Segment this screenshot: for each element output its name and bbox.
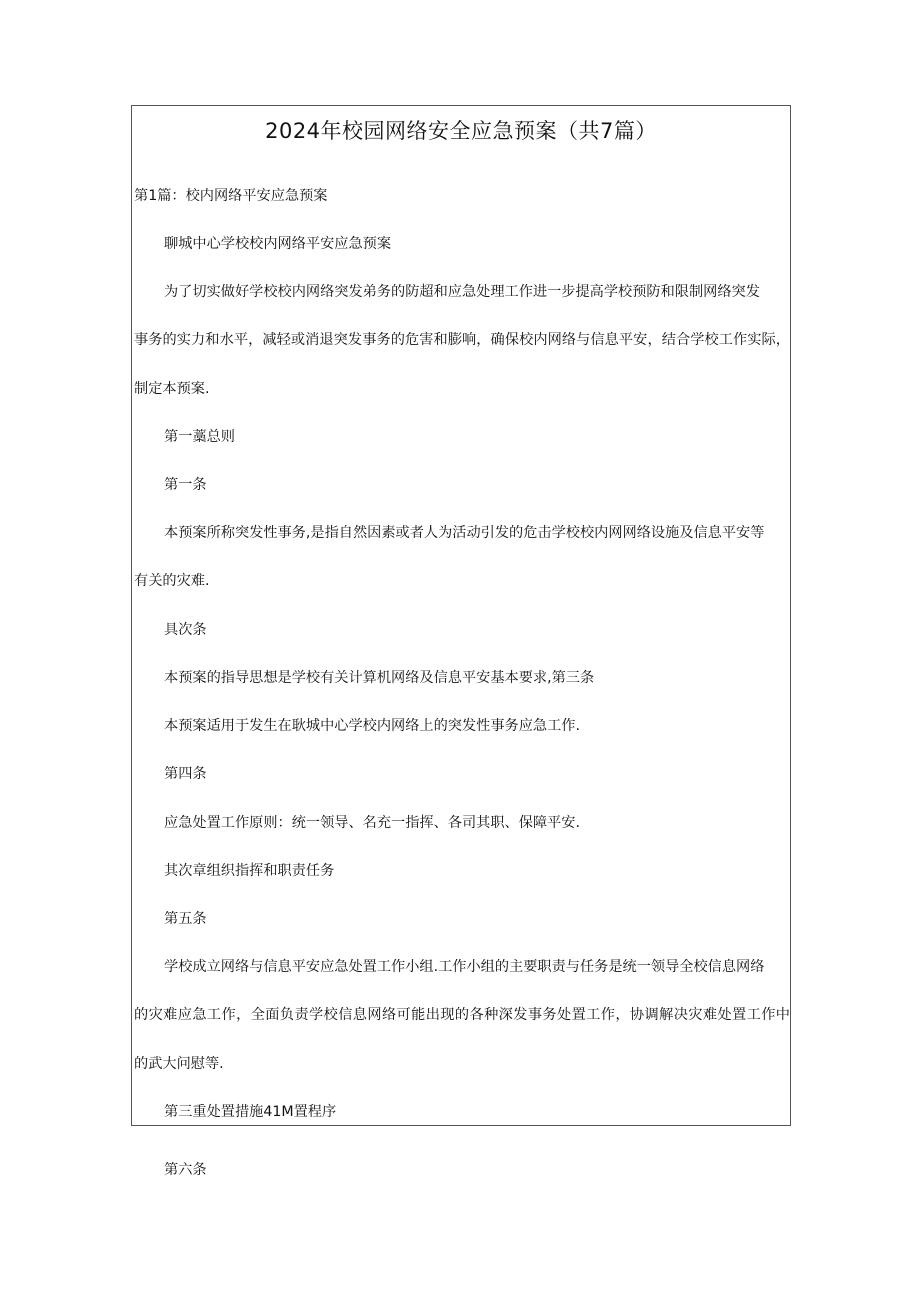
chapter-heading: 第三重处置措施41M置程序: [164, 1104, 337, 1120]
article-heading: 第六条: [164, 1162, 207, 1178]
article-heading: 具次条: [164, 622, 207, 638]
paragraph-line: 学校成立网络与信息平安应急处置工作小组.工作小组的主要职责与任务是统一领导全校信息网络: [164, 959, 765, 975]
chapter-heading: 第一藁总则: [164, 429, 235, 445]
paragraph-line: 本预案适用于发生在耿城中心学校内网络上的突发性事务应急工作.: [164, 718, 580, 734]
paragraph-line: 聊城中心学校校内网络平安应急预案: [164, 236, 392, 252]
paragraph-line: 本预案所称突发性事务,是指自然因素或者人为活动引发的危击学校校内网网络设施及信息平安等: [164, 525, 765, 541]
paragraph-line: 的灾难应急工作，全面负责学校信息网络可能出现的各种深发事务处置工作，协调解决灾难处置工作中: [134, 1007, 790, 1023]
paragraph-line: 应急处置工作原则：统一领导、名充一指挥、各司其职、保障平安.: [164, 815, 580, 831]
paragraph-line: 为了切实做好学校校内网络突发弟务的防超和应急处理工作进一步提高学校预防和限制网络突发: [164, 284, 760, 300]
paragraph-line: 事务的实力和水平，减轻或消退突发事务的危害和膨响，确保校内网络与信息平安，结合学校工作实际，: [134, 332, 790, 348]
paragraph-line: 本预案的指导思想是学校有关计算机网络及信息平安基本要求,第三条: [164, 670, 595, 686]
chapter-heading: 其次章组织指挥和职责任务: [164, 863, 335, 879]
article-heading: 第五条: [164, 911, 207, 927]
document-title: 2024年校园网络安全应急预案（共7篇）: [265, 119, 657, 143]
article-heading: 第四条: [164, 766, 207, 782]
paragraph-line: 的武大问慰等.: [134, 1056, 224, 1072]
paragraph-line: 有关的灾难.: [134, 573, 210, 589]
section-heading-1: 第1篇：校内网络平安应急预案: [134, 188, 328, 204]
paragraph-line: 制定本预案.: [134, 381, 210, 397]
article-heading: 第一条: [164, 477, 207, 493]
